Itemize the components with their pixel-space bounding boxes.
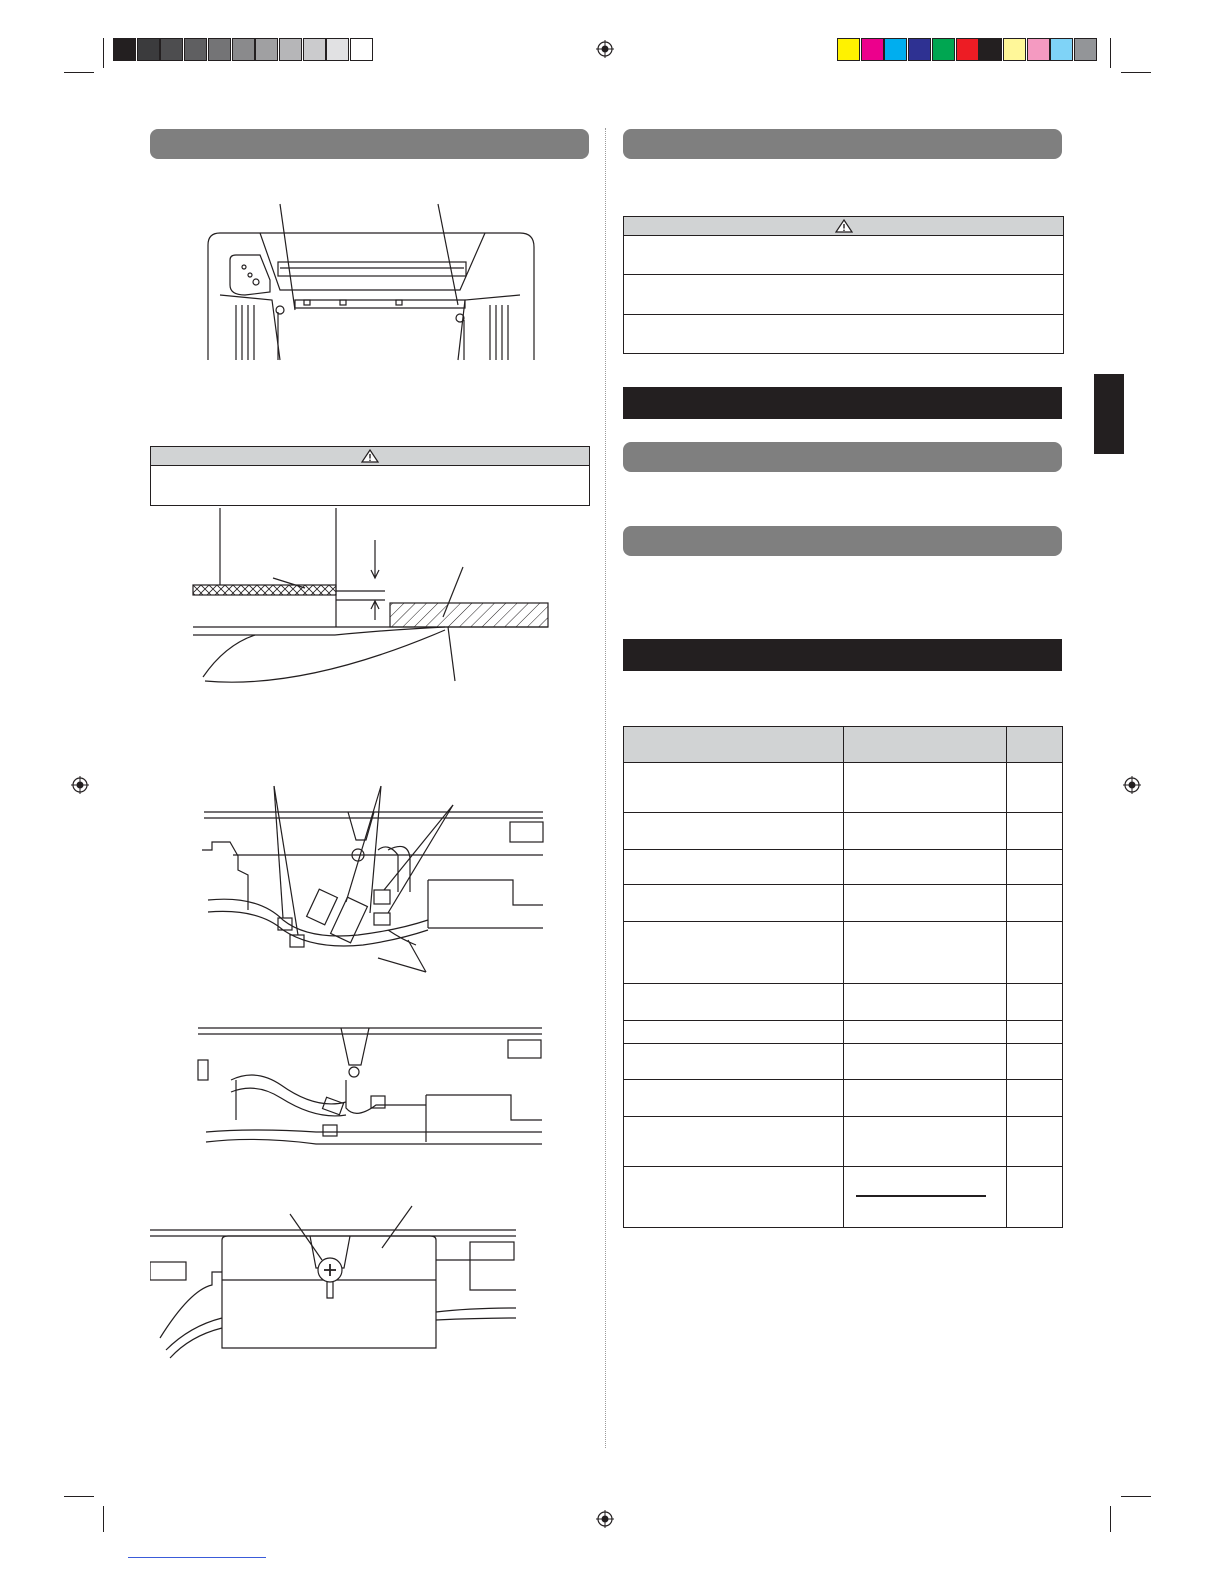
crop-mark [1110, 1506, 1111, 1532]
greyscale-swatch [326, 38, 349, 61]
process-color-swatch [1050, 38, 1073, 61]
ceiling-gap-section-figure [185, 505, 560, 690]
registration-mark-icon [596, 1510, 614, 1528]
greyscale-swatch [160, 38, 183, 61]
process-color-swatch [908, 38, 931, 61]
caution-header [151, 447, 589, 466]
greyscale-swatch [255, 38, 278, 61]
process-color-swatch [1074, 38, 1097, 61]
table-header-cell [1007, 727, 1063, 763]
warning-row [624, 275, 1063, 315]
wiring-cover-figure [150, 1200, 520, 1360]
crop-mark [64, 72, 94, 73]
table-row [624, 1021, 1063, 1044]
crop-mark [1121, 72, 1151, 73]
process-color-swatch [932, 38, 955, 61]
underline-rule [856, 1195, 986, 1197]
crop-mark [64, 1496, 94, 1497]
warning-row [624, 315, 1063, 353]
warning-row [624, 236, 1063, 275]
warning-box [623, 216, 1064, 354]
registration-mark-icon [596, 40, 614, 58]
table-row [624, 922, 1063, 984]
warning-triangle-icon [835, 219, 853, 233]
crop-mark [103, 1506, 104, 1532]
greyscale-swatch [208, 38, 231, 61]
wiring-routed-figure [196, 1020, 546, 1160]
table-row [624, 1117, 1063, 1167]
greyscale-swatch [184, 38, 207, 61]
crop-mark [1110, 38, 1111, 68]
table-row [624, 885, 1063, 922]
footer-link-underline [128, 1557, 266, 1558]
wiring-connectors-figure [198, 780, 548, 985]
table-header-cell [624, 727, 844, 763]
column-divider [605, 128, 606, 1448]
crop-mark [1121, 1496, 1151, 1497]
process-color-swatch [979, 38, 1002, 61]
table-row [624, 1044, 1063, 1080]
process-color-swatch [861, 38, 884, 61]
section-heading-bar [623, 526, 1062, 556]
language-side-tab [1094, 374, 1124, 454]
table-row [624, 984, 1063, 1021]
panel-top-view-figure [200, 200, 540, 365]
table-row [624, 1167, 1063, 1228]
greyscale-swatch [232, 38, 255, 61]
registration-mark-icon [71, 776, 89, 794]
process-color-swatch [837, 38, 860, 61]
warning-triangle-icon [361, 449, 379, 463]
process-color-swatch [1003, 38, 1026, 61]
greyscale-swatch [279, 38, 302, 61]
process-color-swatch [1027, 38, 1050, 61]
caution-box [150, 446, 590, 506]
chapter-heading-bar [623, 639, 1062, 671]
greyscale-swatch [303, 38, 326, 61]
table-row [624, 813, 1063, 850]
process-color-swatch [884, 38, 907, 61]
section-heading-bar [150, 129, 589, 159]
specification-table [623, 726, 1063, 1228]
crop-mark [103, 38, 104, 68]
greyscale-swatch [113, 38, 136, 61]
greyscale-swatch [350, 38, 373, 61]
section-heading-bar [623, 129, 1062, 159]
table-row [624, 763, 1063, 813]
section-heading-bar [623, 442, 1062, 472]
chapter-heading-bar [623, 387, 1062, 419]
process-color-swatch [956, 38, 979, 61]
table-row [624, 1080, 1063, 1117]
table-header-cell [844, 727, 1007, 763]
warning-header [624, 217, 1063, 236]
table-row [624, 850, 1063, 885]
table-header-row [624, 727, 1063, 763]
registration-mark-icon [1123, 776, 1141, 794]
greyscale-swatch [137, 38, 160, 61]
